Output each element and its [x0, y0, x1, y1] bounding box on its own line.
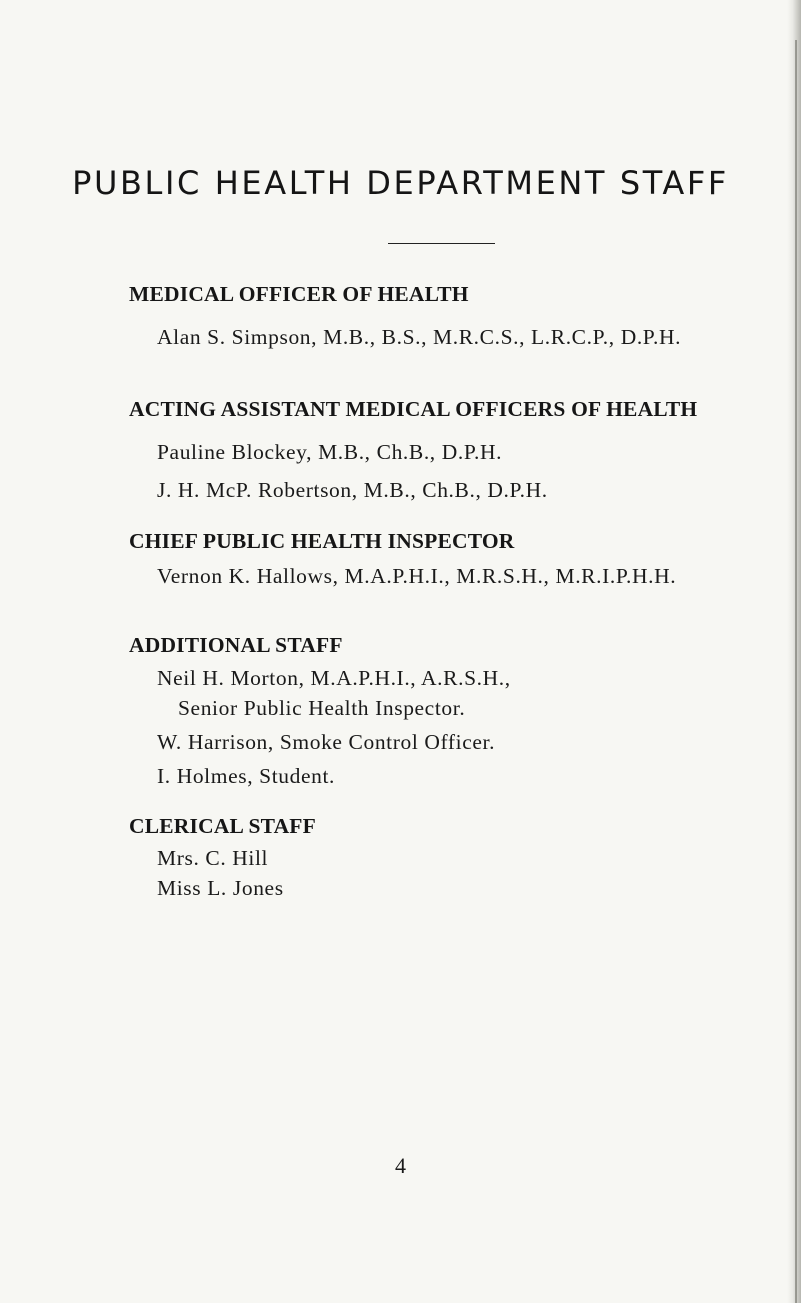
staff-line: Neil H. Morton, M.A.P.H.I., A.R.S.H.,: [157, 666, 511, 690]
page-edge-line: [795, 40, 797, 1303]
staff-line: Miss L. Jones: [157, 876, 284, 900]
section-heading-chief-inspector: CHIEF PUBLIC HEALTH INSPECTOR: [129, 529, 515, 553]
page-number: 4: [395, 1153, 406, 1178]
staff-line: Vernon K. Hallows, M.A.P.H.I., M.R.S.H., M.R.I.P.H.H.: [157, 564, 677, 588]
staff-line: W. Harrison, Smoke Control Officer.: [157, 730, 496, 754]
section-heading-assistant-medical-officers: ACTING ASSISTANT MEDICAL OFFICERS OF HEALTH: [129, 397, 698, 421]
section-heading-medical-officer: MEDICAL OFFICER OF HEALTH: [129, 282, 469, 306]
staff-line: Senior Public Health Inspector.: [178, 696, 466, 720]
staff-line: J. H. McP. Robertson, M.B., Ch.B., D.P.H.: [157, 478, 548, 502]
staff-line: Mrs. C. Hill: [157, 846, 269, 870]
title-rule: [388, 243, 495, 244]
staff-line: Alan S. Simpson, M.B., B.S., M.R.C.S., L.R.C.P., D.P.H.: [157, 325, 682, 349]
section-heading-additional-staff: ADDITIONAL STAFF: [129, 633, 343, 657]
page-title: PUBLIC HEALTH DEPARTMENT STAFF: [72, 164, 729, 202]
staff-line: I. Holmes, Student.: [157, 764, 336, 788]
staff-line: Pauline Blockey, M.B., Ch.B., D.P.H.: [157, 440, 503, 464]
section-heading-clerical-staff: CLERICAL STAFF: [129, 814, 316, 838]
